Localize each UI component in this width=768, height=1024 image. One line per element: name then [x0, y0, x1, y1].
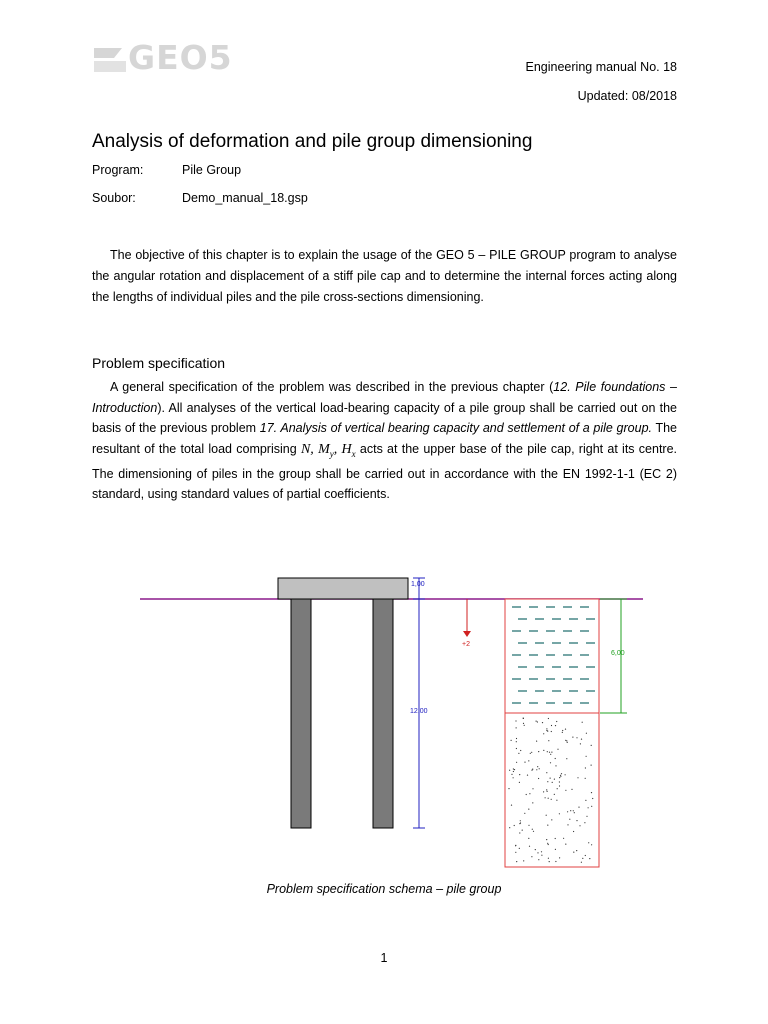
- sand-dot: [580, 743, 581, 744]
- sand-dot: [528, 838, 529, 839]
- problem-text-1: A general specification of the problem was described in the previous chapter (: [110, 380, 554, 394]
- sand-dot: [550, 778, 551, 779]
- sand-dot: [520, 750, 521, 751]
- sand-dot: [591, 745, 592, 746]
- load-symbols: N, $M_y$, $H_x$: [300, 441, 356, 459]
- sand-dot: [524, 813, 525, 814]
- sand-dot: [519, 782, 520, 783]
- sand-dot: [588, 842, 589, 843]
- sand-dot: [546, 728, 547, 729]
- sand-dot: [547, 751, 548, 752]
- pile-left: [291, 599, 311, 828]
- sand-dot: [546, 789, 547, 790]
- sand-dot: [551, 799, 552, 800]
- sand-dot: [561, 773, 562, 774]
- sand-dot: [591, 765, 592, 766]
- sand-dot: [519, 848, 520, 849]
- sand-dot: [523, 860, 524, 861]
- sand-dot: [547, 781, 548, 782]
- sand-dot: [511, 774, 512, 775]
- problem-text-2: ). All analyses of the vertical load-bearing capacity of a pile group shall be carried out on the basis of the previous problem: [92, 400, 677, 435]
- sand-dot: [591, 806, 592, 807]
- page-title: Analysis of deformation and pile group dimensioning: [92, 131, 533, 152]
- sand-dot: [559, 781, 560, 782]
- sand-dot: [533, 831, 534, 832]
- sand-dot: [520, 820, 521, 821]
- sand-dot: [535, 849, 536, 850]
- sand-dot: [586, 756, 587, 757]
- sand-dot: [519, 832, 520, 833]
- sand-dot: [572, 737, 573, 738]
- sand-dot: [565, 844, 566, 845]
- file-label: Soubor:: [92, 191, 136, 205]
- symbol-m-sub: y: [329, 448, 334, 459]
- sand-dot: [567, 742, 568, 743]
- sand-dot: [543, 750, 544, 751]
- sand-dot: [548, 718, 549, 719]
- sand-dot: [516, 748, 517, 749]
- sand-dot: [562, 732, 563, 733]
- updated-date: Updated: 08/2018: [577, 89, 677, 103]
- sand-dot: [565, 774, 566, 775]
- sand-dot: [520, 822, 521, 823]
- sand-dot: [524, 725, 525, 726]
- sand-dot: [526, 794, 527, 795]
- sand-dot: [576, 737, 577, 738]
- sand-dot: [551, 731, 552, 732]
- sand-dot: [511, 805, 512, 806]
- dimension-cap: 1,00: [411, 581, 425, 588]
- sand-dot: [531, 856, 532, 857]
- pile-right: [373, 599, 393, 828]
- sand-dot: [557, 788, 558, 789]
- sand-dot: [515, 845, 516, 846]
- sand-dot: [528, 809, 529, 810]
- sand-dot: [536, 741, 537, 742]
- sand-dot: [546, 772, 547, 773]
- sand-dot: [545, 797, 546, 798]
- pile-group-schema: [130, 570, 650, 875]
- program-row: [92, 163, 241, 177]
- sand-dot: [571, 789, 572, 790]
- sand-dot: [555, 838, 556, 839]
- problem-paragraph: [92, 377, 677, 505]
- sand-dot: [542, 722, 543, 723]
- sand-dot: [555, 765, 556, 766]
- sand-dot: [585, 778, 586, 779]
- sand-dot: [591, 792, 592, 793]
- sand-dot: [518, 753, 519, 754]
- sand-dot: [549, 861, 550, 862]
- sand-dot: [508, 788, 509, 789]
- sand-dot: [537, 766, 538, 767]
- sand-dot: [566, 758, 567, 759]
- sand-dot: [516, 727, 517, 728]
- sand-dot: [565, 729, 566, 730]
- sand-dot: [537, 721, 538, 722]
- sand-dot: [546, 839, 547, 840]
- sand-dot: [562, 730, 563, 731]
- sand-dot: [509, 827, 510, 828]
- sand-dot: [523, 723, 524, 724]
- sand-dot: [581, 862, 582, 863]
- water-level-mark: +2: [462, 641, 470, 648]
- sand-dot: [556, 721, 557, 722]
- sand-dot: [524, 762, 525, 763]
- sand-dot: [559, 813, 560, 814]
- manual-number: Engineering manual No. 18: [525, 60, 677, 74]
- sand-dot: [576, 820, 577, 821]
- sand-dot: [586, 816, 587, 817]
- sand-dot: [548, 844, 549, 845]
- sand-dot: [588, 807, 589, 808]
- sand-dot: [592, 798, 593, 799]
- sand-dot: [509, 770, 510, 771]
- dimension-layer: 6,00: [611, 650, 625, 657]
- sand-dot: [532, 802, 533, 803]
- sand-dot: [577, 777, 578, 778]
- sand-dot: [573, 810, 574, 811]
- geo5-logo-text: GEO5: [128, 38, 233, 77]
- sand-dot: [549, 752, 550, 753]
- sand-dot: [522, 830, 523, 831]
- sand-dot: [552, 782, 553, 783]
- sand-dot: [551, 819, 552, 820]
- sand-dot: [567, 824, 568, 825]
- sand-dot: [543, 791, 544, 792]
- sand-dot: [551, 725, 552, 726]
- page-number: 1: [380, 951, 388, 965]
- sand-dot: [586, 733, 587, 734]
- sand-dot: [557, 749, 558, 750]
- sand-dot: [536, 769, 537, 770]
- sand-dot: [550, 754, 551, 755]
- sand-dot: [554, 794, 555, 795]
- reference-chapter-12: 12. Pile foundations – Introduction: [92, 380, 677, 415]
- sand-dot: [531, 752, 532, 753]
- sand-dot: [559, 857, 560, 858]
- program-value: Pile Group: [182, 163, 242, 177]
- figure-caption: Problem specification schema – pile group: [266, 882, 502, 896]
- sand-dot: [569, 819, 570, 820]
- pile-cap: [278, 578, 408, 599]
- sand-dot: [541, 855, 542, 856]
- section-title: Problem specification: [92, 355, 226, 371]
- sand-dot: [573, 852, 574, 853]
- sand-dot: [546, 815, 547, 816]
- sand-dot: [543, 733, 544, 734]
- sand-dot: [555, 725, 556, 726]
- sand-dot: [513, 777, 514, 778]
- sand-dot: [548, 740, 549, 741]
- sand-dot: [559, 785, 560, 786]
- sand-dot: [516, 762, 517, 763]
- sand-dot: [589, 858, 590, 859]
- sand-dot: [582, 722, 583, 723]
- sand-dot: [579, 825, 580, 826]
- sand-dot: [547, 825, 548, 826]
- sand-dot: [514, 769, 515, 770]
- sand-dot: [554, 779, 555, 780]
- sand-dot: [585, 855, 586, 856]
- sand-dot: [515, 720, 516, 721]
- sand-dot: [532, 769, 533, 770]
- sand-dot: [591, 844, 592, 845]
- sand-dot: [548, 798, 549, 799]
- sand-dot: [551, 752, 552, 753]
- sand-dot: [546, 730, 547, 731]
- sand-dot: [582, 858, 583, 859]
- sand-dot: [541, 851, 542, 852]
- sand-dot: [585, 767, 586, 768]
- sand-dot: [555, 861, 556, 862]
- file-row: [92, 191, 308, 205]
- sand-dot: [537, 852, 538, 853]
- symbol-h-sub: x: [351, 448, 356, 459]
- sand-dot: [550, 762, 551, 763]
- sand-dot: [576, 850, 577, 851]
- problem-text-4: acts at the upper base of the pile cap, right at its centre. The dimensioning of piles in the group shall be carried out in accordance with the EN 1992-1-1 (EC 2) standard, using standard values of partial coefficients.: [92, 441, 678, 502]
- sand-dot: [538, 751, 539, 752]
- file-value: Demo_manual_18.gsp: [182, 191, 308, 205]
- sand-dot: [529, 793, 530, 794]
- soil-layer-upper: [505, 599, 599, 713]
- sand-dot: [528, 760, 529, 761]
- sand-dot: [556, 800, 557, 801]
- sand-dot: [529, 846, 530, 847]
- sand-dot: [532, 829, 533, 830]
- sand-dot: [555, 849, 556, 850]
- sand-dot: [548, 858, 549, 859]
- program-label: Program:: [92, 163, 144, 177]
- sand-dot: [565, 790, 566, 791]
- sand-dot: [567, 811, 568, 812]
- sand-dot: [573, 831, 574, 832]
- soil-layer-lower: [505, 713, 599, 867]
- sand-dot: [555, 758, 556, 759]
- sand-dot: [585, 800, 586, 801]
- sand-dot: [523, 718, 524, 719]
- sand-dot: [514, 825, 515, 826]
- sand-dot: [563, 838, 564, 839]
- sand-dot: [530, 753, 531, 754]
- reference-chapter-17: 17. Analysis of vertical bearing capacity and settlement of a pile group.: [259, 421, 652, 435]
- sand-dot: [581, 739, 582, 740]
- sand-dot: [547, 843, 548, 844]
- sand-dot: [559, 777, 560, 778]
- sand-dot: [513, 768, 514, 769]
- sand-dot: [560, 775, 561, 776]
- problem-text-3: The resultant of the total load comprising: [92, 421, 677, 456]
- sand-dot: [538, 859, 539, 860]
- sand-dot: [565, 740, 566, 741]
- symbol-n: N: [300, 441, 311, 457]
- sand-dot: [516, 741, 517, 742]
- sand-dot: [538, 778, 539, 779]
- sand-dot: [532, 788, 533, 789]
- symbol-h: H: [341, 441, 352, 457]
- sand-dot: [536, 721, 537, 722]
- sand-dot: [547, 791, 548, 792]
- intro-paragraph: The objective of this chapter is to explain the usage of the GEO 5 – PILE GROUP program to analyse the angular rotation and displacement of a stiff pile cap and to determine the internal forces acting along the lengths of individual piles and the pile cross-sections dimensioning.: [92, 248, 677, 304]
- sand-dot: [528, 825, 529, 826]
- sand-dot: [531, 770, 532, 771]
- sand-dot: [516, 861, 517, 862]
- sand-dot: [570, 810, 571, 811]
- sand-dot: [584, 822, 585, 823]
- sand-dot: [511, 740, 512, 741]
- dimension-pile: 12,00: [410, 708, 428, 715]
- sand-dot: [578, 807, 579, 808]
- sand-dot: [527, 775, 528, 776]
- sand-dot: [566, 740, 567, 741]
- sand-dot: [539, 768, 540, 769]
- sand-dot: [519, 774, 520, 775]
- sand-dot: [515, 852, 516, 853]
- sand-dot: [513, 771, 514, 772]
- sand-dot: [516, 738, 517, 739]
- sand-dot: [574, 812, 575, 813]
- symbol-m: M: [318, 441, 330, 457]
